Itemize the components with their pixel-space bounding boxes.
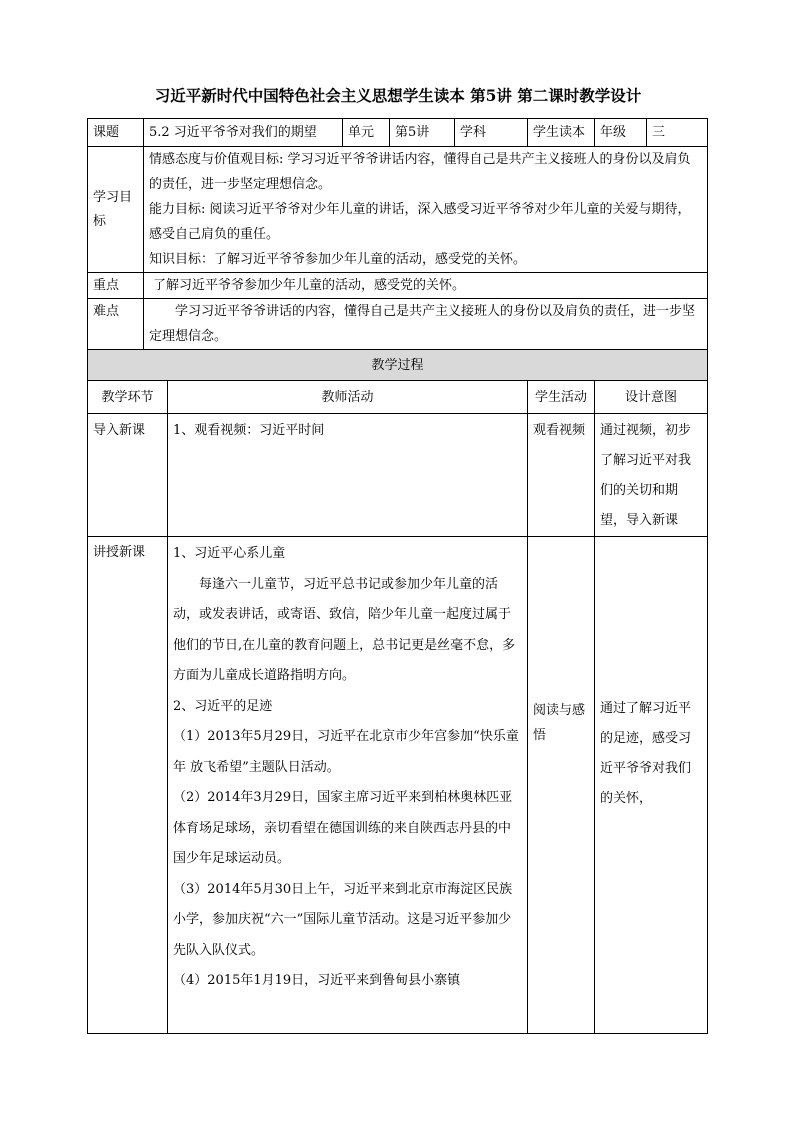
- lesson-plan-table: [87, 118, 708, 1034]
- lecture-heading-1: 1、习近平心系儿童: [173, 546, 286, 561]
- objectives-row: [88, 147, 708, 273]
- intro-teacher: 1、观看视频：习近平时间: [168, 414, 528, 537]
- difficulty-row: [88, 299, 708, 350]
- subject-value: 学生读本: [528, 119, 595, 147]
- subject-label: 学科: [455, 119, 528, 147]
- process-columns-row: [88, 381, 708, 414]
- key-point-row: [88, 273, 708, 299]
- objective-knowledge: 知识目标：了解习近平爷爷参加少年儿童的活动，感受党的关怀。: [149, 252, 527, 267]
- lecture-row: [88, 537, 708, 1034]
- lecture-intent: 通过了解习近平的足迹，感受习近平爷爷对我们的关怀，: [595, 537, 708, 1034]
- process-header: 教学过程: [88, 350, 708, 381]
- key-point-text: 了解习近平爷爷参加少年儿童的活动，感受党的关怀。: [144, 273, 708, 299]
- header-row: [88, 119, 708, 147]
- intro-stage: 导入新课: [88, 414, 168, 537]
- lecture-item-4: （4）2015年1月19日，习近平来到鲁甸县小寨镇: [173, 973, 461, 988]
- objectives-content: [144, 147, 708, 273]
- column-student: 学生活动: [528, 381, 595, 414]
- key-point-label: 重点: [88, 273, 144, 299]
- unit-label: 单元: [343, 119, 390, 147]
- intro-intent: 通过视频，初步了解习近平对我们的关切和期望，导入新课: [595, 414, 708, 537]
- process-header-row: [88, 350, 708, 381]
- document-title: 习近平新时代中国特色社会主义思想学生读本 第5讲 第二课时教学设计: [154, 86, 642, 105]
- difficulty-text: 学习习近平爷爷讲话的内容，懂得自己是共产主义接班人的身份以及肩负的责任，进一步坚定理想信念。: [144, 299, 708, 350]
- lecture-item-2: （2）2014年3月29日，国家主席习近平来到柏林奥林匹亚体育场足球场，亲切看望在德国训练的来自陕西志丹县的中国少年足球运动员。: [173, 790, 513, 866]
- topic-value: 5.2 习近平爷爷对我们的期望: [144, 119, 343, 147]
- intro-student: 观看视频: [528, 414, 595, 537]
- lecture-item-1: （1）2013年5月29日，习近平在北京市少年宫参加“快乐童年 放飞希望”主题队日活动。: [173, 729, 519, 775]
- lecture-paragraph-1: 每逢六一儿童节，习近平总书记或参加少年儿童的活动，或发表讲话，或寄语、致信，陪少年儿童一起度过属于他们的节日,在儿童的教育问题上，总书记更是丝毫不怠，多方面为儿童成长道路指明方向。: [173, 576, 516, 683]
- unit-value: 第5讲: [390, 119, 455, 147]
- grade-label: 年级: [595, 119, 647, 147]
- objectives-label: 学习目标: [88, 147, 144, 273]
- objective-ability: 能力目标: 阅读习近平爷爷对少年儿童的讲话，深入感受习近平爷爷对少年儿童的关爱与期待，感受自己肩负的重任。: [149, 202, 691, 242]
- topic-label: 课题: [88, 119, 144, 147]
- lecture-student: 阅读与感悟: [528, 537, 595, 1034]
- grade-value: 三: [647, 119, 708, 147]
- lecture-teacher: [168, 537, 528, 1034]
- column-stage: 教学环节: [88, 381, 168, 414]
- intro-row: [88, 414, 708, 537]
- lecture-heading-2: 2、习近平的足迹: [173, 698, 273, 714]
- column-intent: 设计意图: [595, 381, 708, 414]
- lecture-item-3: （3）2014年5月30日上午，习近平来到北京市海淀区民族小学，参加庆祝“六一”国际儿童节活动。这是习近平参加少先队入队仪式。: [173, 881, 513, 958]
- column-teacher: 教师活动: [168, 381, 528, 414]
- objective-emotion: 情感态度与价值观目标: 学习习近平爷爷讲话内容，懂得自己是共产主义接班人的身份以及肩负的责任，进一步坚定理想信念。: [149, 152, 691, 192]
- difficulty-label: 难点: [88, 299, 144, 350]
- lecture-stage: 讲授新课: [88, 537, 168, 1034]
